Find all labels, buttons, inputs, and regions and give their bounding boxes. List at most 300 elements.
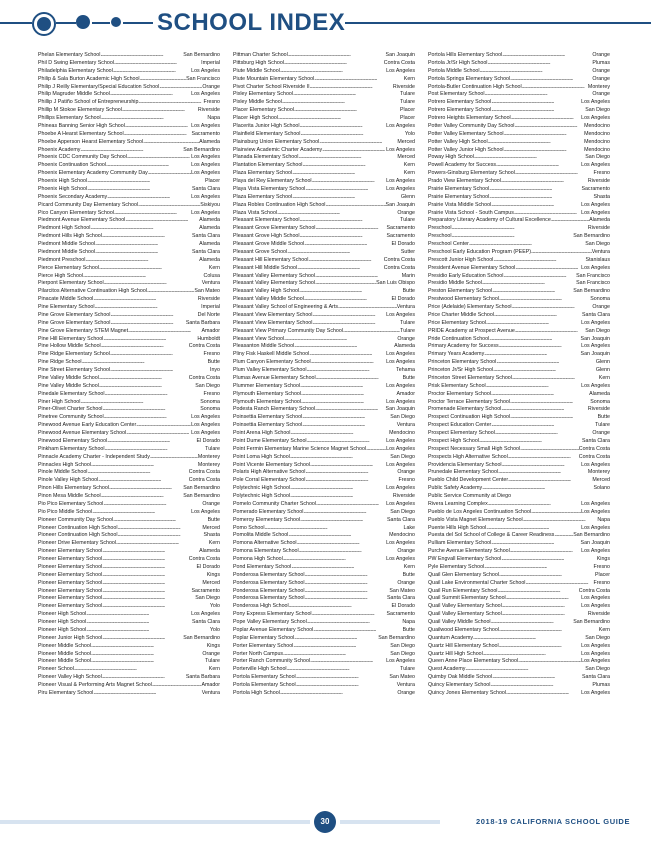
index-entry xyxy=(38,131,220,139)
index-entry xyxy=(428,651,610,659)
dot-leader xyxy=(522,84,588,92)
dot-leader xyxy=(491,619,574,627)
school-name: Pomerado Elementary School xyxy=(233,508,304,515)
dot-leader xyxy=(280,690,398,698)
index-entry xyxy=(428,446,610,454)
school-name: Plymouth Elementary School xyxy=(233,390,302,397)
index-entry xyxy=(38,580,220,588)
index-entry xyxy=(428,123,610,131)
index-entry xyxy=(38,84,220,92)
school-name: Primary Academy for Success xyxy=(428,343,499,350)
county-name: Los Angeles xyxy=(386,67,415,74)
dot-leader xyxy=(486,320,581,328)
county-name: San Joaquin xyxy=(385,201,415,208)
index-entry xyxy=(38,91,220,99)
school-name: Pioneer High School xyxy=(38,619,87,625)
index-entry xyxy=(233,217,415,225)
dot-leader xyxy=(284,60,384,68)
index-entry xyxy=(38,123,220,131)
school-name: Pierpont Elementary School xyxy=(38,280,104,287)
county-name: Kern xyxy=(208,540,220,547)
school-name: Preparatory Literary Academy of Cultural Excellence xyxy=(428,217,551,224)
county-name: Merced xyxy=(202,579,220,586)
dot-leader xyxy=(315,280,376,288)
school-name: Pine Valley Middle School xyxy=(38,382,99,389)
footer-rule-left xyxy=(0,820,310,824)
dot-leader xyxy=(499,296,590,304)
county-name: Contra Costa xyxy=(188,469,220,476)
index-entry xyxy=(38,595,220,603)
dot-leader xyxy=(296,682,397,690)
dot-leader xyxy=(288,52,386,60)
county-name: Alameda xyxy=(394,343,415,350)
index-entry xyxy=(233,666,415,674)
county-name: San Diego xyxy=(585,154,610,161)
school-name: Pixley Elementary School xyxy=(233,91,294,98)
county-name: Los Angeles xyxy=(386,146,415,153)
school-name: Potter Valley High School xyxy=(428,138,488,145)
county-name: Los Angeles xyxy=(581,99,610,106)
school-name: Pyle Elementary School xyxy=(428,563,485,570)
school-name: Phoenix CDC Community Day School xyxy=(38,154,127,161)
school-name: Preschool Center xyxy=(428,241,469,247)
dot-leader xyxy=(508,454,579,462)
school-name: Pleasant Grove Middle School xyxy=(233,241,305,247)
school-name: Pine Grove Elementary School xyxy=(38,311,111,318)
dot-leader xyxy=(499,627,599,635)
index-entry xyxy=(233,556,415,564)
index-entry xyxy=(233,430,415,438)
county-name: San Joaquin xyxy=(385,52,415,58)
school-name: Pope Valley Elementary School xyxy=(233,619,307,625)
index-entry xyxy=(38,162,220,170)
dot-leader xyxy=(496,359,596,367)
dot-leader xyxy=(504,147,585,155)
county-name: Los Angeles xyxy=(386,500,415,507)
dot-leader xyxy=(292,194,401,202)
county-name: Orange xyxy=(202,83,220,90)
dot-leader xyxy=(110,320,185,328)
school-name: Pinacate Middle School xyxy=(38,296,94,303)
dot-leader xyxy=(366,446,386,454)
index-entry xyxy=(428,517,610,525)
dot-leader xyxy=(514,210,581,218)
index-entry xyxy=(428,406,610,414)
index-entry xyxy=(428,131,610,139)
school-name: Playa Vista Elementary School xyxy=(233,185,306,192)
index-entry xyxy=(428,328,610,336)
dot-leader xyxy=(487,60,592,68)
county-name: Alameda xyxy=(199,548,220,555)
dot-leader xyxy=(159,84,202,92)
county-name: Butte xyxy=(207,359,220,366)
index-entry xyxy=(233,532,415,540)
county-name: Los Angeles xyxy=(581,209,610,216)
dot-leader xyxy=(312,178,387,186)
school-name: Phineas Banning Senior High School xyxy=(38,122,125,129)
county-name: Tulare xyxy=(400,666,415,673)
dot-leader xyxy=(292,170,404,178)
county-name: Shasta xyxy=(203,532,220,539)
dot-leader xyxy=(86,627,210,635)
index-entry xyxy=(38,304,220,312)
dot-leader xyxy=(109,485,183,493)
county-name: Orange xyxy=(202,650,220,657)
county-name: San Francisco xyxy=(576,272,610,279)
index-entry xyxy=(38,540,220,548)
dot-leader xyxy=(102,580,202,588)
index-entry xyxy=(38,643,220,651)
index-entry xyxy=(233,674,415,682)
county-name: Alameda xyxy=(199,217,220,224)
school-name: Placer Elementary School xyxy=(233,107,294,114)
county-name: Los Angeles xyxy=(581,508,610,515)
dot-leader xyxy=(90,225,199,233)
county-name: Napa xyxy=(402,619,415,625)
index-entry xyxy=(233,588,415,596)
county-name: Lake xyxy=(403,524,415,531)
dot-leader xyxy=(290,485,386,493)
index-entry xyxy=(233,525,415,533)
county-name: San Diego xyxy=(390,453,415,460)
index-entry xyxy=(233,682,415,690)
dot-leader xyxy=(93,690,201,698)
dot-leader xyxy=(304,296,392,304)
dot-leader xyxy=(518,658,581,666)
dot-leader xyxy=(125,123,191,131)
index-entry xyxy=(38,99,220,107)
dot-leader xyxy=(482,280,576,288)
index-entry xyxy=(38,666,220,674)
dot-leader xyxy=(99,375,189,383)
county-name: San Diego xyxy=(390,414,415,421)
index-entry xyxy=(428,52,610,60)
county-name: Santa Clara xyxy=(582,311,610,318)
county-name: Los Angeles xyxy=(386,382,415,389)
school-name: Prospect Continuation High School xyxy=(428,414,511,421)
dot-leader xyxy=(305,580,398,588)
dot-leader xyxy=(110,91,191,99)
school-name: Pueblo Child Development Center xyxy=(428,477,509,484)
school-name: Prospects High Alternative School xyxy=(428,453,508,460)
school-name: Pioneer Elementary School xyxy=(38,587,103,594)
dot-leader xyxy=(499,343,581,351)
school-name: Plaza Elementary School xyxy=(233,170,293,177)
school-name: Ponderosa Elementary School xyxy=(233,571,305,578)
index-entry xyxy=(428,375,610,383)
school-name: Phillips Elementary School xyxy=(38,115,101,121)
index-entry xyxy=(428,627,610,635)
county-name: Los Angeles xyxy=(386,398,415,405)
index-entry xyxy=(233,147,415,155)
index-entry xyxy=(233,391,415,399)
index-entry xyxy=(233,336,415,344)
dot-leader xyxy=(290,493,393,501)
county-name: Tulare xyxy=(400,217,415,224)
county-name: El Dorado xyxy=(391,296,415,303)
index-entry xyxy=(233,540,415,548)
dot-leader xyxy=(91,651,202,659)
index-entry xyxy=(428,320,610,328)
school-name: Prairie Vista Middle School xyxy=(428,201,492,208)
county-name: San Diego xyxy=(390,508,415,515)
index-entry xyxy=(428,454,610,462)
index-entry xyxy=(428,556,610,564)
dot-leader xyxy=(110,312,197,320)
index-entry xyxy=(233,288,415,296)
page-header xyxy=(0,0,651,44)
dot-leader xyxy=(479,438,582,446)
dot-leader xyxy=(87,178,205,186)
dot-leader xyxy=(102,564,196,572)
index-entry xyxy=(38,186,220,194)
school-name: Plaza Robles Continuation High School xyxy=(233,201,326,208)
index-entry xyxy=(233,280,415,288)
school-name: Pioneer Junior High School xyxy=(38,634,103,641)
school-name: Pioneer Drive Elementary School xyxy=(38,540,117,547)
county-name: Tehama xyxy=(396,367,415,373)
index-entry xyxy=(233,107,415,115)
county-name: San Diego xyxy=(585,241,610,247)
dot-leader xyxy=(491,540,580,548)
county-name: Riverside xyxy=(587,611,610,618)
index-entry xyxy=(428,690,610,698)
county-name: Los Angeles xyxy=(386,437,415,444)
county-name: Placer xyxy=(204,178,220,184)
index-entry xyxy=(428,170,610,178)
dot-leader xyxy=(283,556,386,564)
school-name: Pio Pico Elementary School xyxy=(38,500,104,507)
county-name: Riverside xyxy=(392,493,415,499)
school-name: Pleasant View Primary Community Day School xyxy=(233,327,344,334)
school-name: Phoenix Continuation School xyxy=(38,162,107,169)
index-entry xyxy=(38,107,220,115)
dot-leader xyxy=(492,674,582,682)
index-entry xyxy=(38,328,220,336)
school-name: Plantation Elementary School xyxy=(233,162,303,169)
dot-leader xyxy=(480,68,593,76)
county-name: San Bernardino xyxy=(183,634,220,641)
county-name: Santa Clara xyxy=(387,516,415,523)
index-entry xyxy=(428,501,610,509)
county-name: San Bernardino xyxy=(378,634,415,641)
dot-leader xyxy=(486,525,581,533)
index-entry xyxy=(38,147,220,155)
index-entry xyxy=(428,202,610,210)
dot-leader xyxy=(510,414,597,422)
dot-leader xyxy=(113,517,208,525)
county-name: Merced xyxy=(202,524,220,531)
index-entry xyxy=(428,343,610,351)
index-entry xyxy=(428,532,610,540)
dot-leader xyxy=(482,485,593,493)
dot-leader xyxy=(114,60,201,68)
dot-leader xyxy=(86,619,192,627)
county-name: San Diego xyxy=(585,327,610,334)
dot-leader xyxy=(302,414,390,422)
dot-leader xyxy=(501,178,588,186)
dot-leader xyxy=(311,359,386,367)
school-name: Pleasant View Elementary School xyxy=(233,319,313,326)
dot-leader xyxy=(511,115,581,123)
dot-leader xyxy=(316,375,403,383)
county-name: Kings xyxy=(206,571,220,578)
dot-leader xyxy=(506,595,581,603)
county-name: San Luis Obispo xyxy=(376,280,415,287)
school-name: Piedmont Preschool xyxy=(38,256,86,263)
dot-leader xyxy=(106,162,191,170)
school-name: Poway High School xyxy=(428,154,474,161)
school-name: Pioneer High School xyxy=(38,626,87,633)
school-name: Public Service Community at Diego xyxy=(428,493,512,499)
dot-leader xyxy=(280,68,386,76)
dot-leader xyxy=(102,603,210,611)
county-name: Los Angeles xyxy=(191,67,220,74)
dot-leader xyxy=(307,619,403,627)
school-name: Potter Valley Elementary School xyxy=(428,130,504,137)
school-name: Phillip M Stokoe Elementary School xyxy=(38,107,122,114)
dot-leader xyxy=(138,99,203,107)
county-name: Fresno xyxy=(593,579,610,586)
dot-leader xyxy=(305,477,398,485)
school-name: Quail Summit Elementary School xyxy=(428,595,506,602)
dot-leader xyxy=(338,304,397,312)
index-entry xyxy=(38,178,220,186)
index-entry xyxy=(38,273,220,281)
dot-leader xyxy=(314,76,404,84)
index-entry xyxy=(38,556,220,564)
school-name: Prado View Elementary School xyxy=(428,178,501,184)
school-name: Pioneer School xyxy=(38,666,74,673)
index-entry xyxy=(428,588,610,596)
dot-leader xyxy=(140,76,187,84)
dot-leader xyxy=(452,233,574,241)
dot-leader xyxy=(315,406,385,414)
index-entry xyxy=(233,517,415,525)
school-name: Pinole Valley High School xyxy=(38,477,99,484)
school-name: Philadelphia Elementary School xyxy=(38,67,113,74)
index-entry xyxy=(233,304,415,312)
dot-leader xyxy=(95,304,202,312)
index-entry xyxy=(233,60,415,68)
index-entry xyxy=(428,635,610,643)
county-name: Monterey xyxy=(587,83,610,90)
index-entry xyxy=(428,99,610,107)
index-entry xyxy=(233,320,415,328)
school-name: Public Safety Academy xyxy=(428,485,483,492)
school-name: Quail Glen Elementary School xyxy=(428,571,499,578)
index-entry xyxy=(233,548,415,556)
school-name: Polytechnic High School xyxy=(233,493,291,499)
index-entry xyxy=(38,336,220,344)
county-name: Los Angeles xyxy=(386,122,415,129)
dot-leader xyxy=(499,643,581,651)
dot-leader xyxy=(319,139,397,147)
dot-leader xyxy=(483,651,581,659)
school-name: Pine Ridge School xyxy=(38,359,82,366)
dot-leader xyxy=(103,501,202,509)
guide-title: 2018-19 CALIFORNIA SCHOOL GUIDE xyxy=(476,817,631,826)
index-entry xyxy=(233,68,415,76)
school-name: Piute Middle School xyxy=(233,67,280,74)
index-entry xyxy=(38,414,220,422)
dot-leader xyxy=(105,391,204,399)
school-name: Quincy Jones Elementary School xyxy=(428,689,507,696)
school-name: Pride Continuation School xyxy=(428,335,490,342)
dot-leader xyxy=(83,273,203,281)
school-name: Pioneer Elementary School xyxy=(38,595,103,602)
index-entry xyxy=(38,210,220,218)
dot-leader xyxy=(506,690,581,698)
school-name: Plumas Avenue Elementary School xyxy=(233,374,316,381)
index-entry xyxy=(233,367,415,375)
school-name: Phelan Elementary School xyxy=(38,52,101,58)
dot-leader xyxy=(492,288,573,296)
school-name: Pinewood Avenue Early Education Center xyxy=(38,422,137,429)
dot-leader xyxy=(100,52,183,60)
school-name: Princeton Jr/Sr High School xyxy=(428,367,494,373)
school-name: Phoenix High School xyxy=(38,178,88,184)
county-name: Los Angeles xyxy=(386,461,415,468)
dot-leader xyxy=(307,438,387,446)
dot-leader xyxy=(102,233,192,241)
school-name: Point Arena High School xyxy=(233,430,291,436)
dot-leader xyxy=(515,265,581,273)
index-entry xyxy=(38,391,220,399)
county-name: Santa Clara xyxy=(192,619,220,625)
index-entry xyxy=(38,249,220,257)
county-name: Orange xyxy=(397,689,415,696)
index-entry xyxy=(38,454,220,462)
school-name: Pittman Charter School xyxy=(233,52,288,58)
county-name: Orange xyxy=(397,579,415,586)
dot-leader xyxy=(136,422,191,430)
school-name: Pioneer High School xyxy=(38,611,87,618)
county-name: Orange xyxy=(592,430,610,436)
index-entry xyxy=(428,666,610,674)
dot-leader xyxy=(103,336,197,344)
index-entry xyxy=(38,288,220,296)
school-name: Pine Grove Elementary School xyxy=(38,319,111,326)
county-name: Yolo xyxy=(209,603,220,610)
school-name: Phil D Swing Elementary School xyxy=(38,59,114,66)
dot-leader xyxy=(499,572,595,580)
dot-leader xyxy=(489,336,580,344)
county-name: San Mateo xyxy=(194,288,220,295)
dot-leader xyxy=(92,509,191,517)
index-entry xyxy=(428,422,610,430)
county-name: San Joaquin xyxy=(580,335,610,342)
school-name: Philip & Sala Burton Academic High School xyxy=(38,75,140,82)
index-entry xyxy=(38,572,220,580)
index-entry xyxy=(38,493,220,501)
dot-leader xyxy=(502,603,581,611)
dot-leader xyxy=(91,462,198,470)
index-entry xyxy=(38,564,220,572)
school-name: Point Vicente Elementary School xyxy=(233,461,311,468)
school-name: Pioneer Valley High School xyxy=(38,674,102,681)
index-entry xyxy=(38,217,220,225)
dot-leader xyxy=(288,532,389,540)
school-name: Plaza Vista School xyxy=(233,209,278,216)
county-name: Kern xyxy=(403,170,415,177)
county-name: Tulare xyxy=(205,658,220,665)
school-name: Quincy Elementary School xyxy=(428,682,491,688)
index-entry xyxy=(233,651,415,659)
school-name: Prospect Necessary Small High School xyxy=(428,445,521,452)
county-name: Los Angeles xyxy=(191,162,220,169)
county-name: Ventura xyxy=(201,280,220,287)
